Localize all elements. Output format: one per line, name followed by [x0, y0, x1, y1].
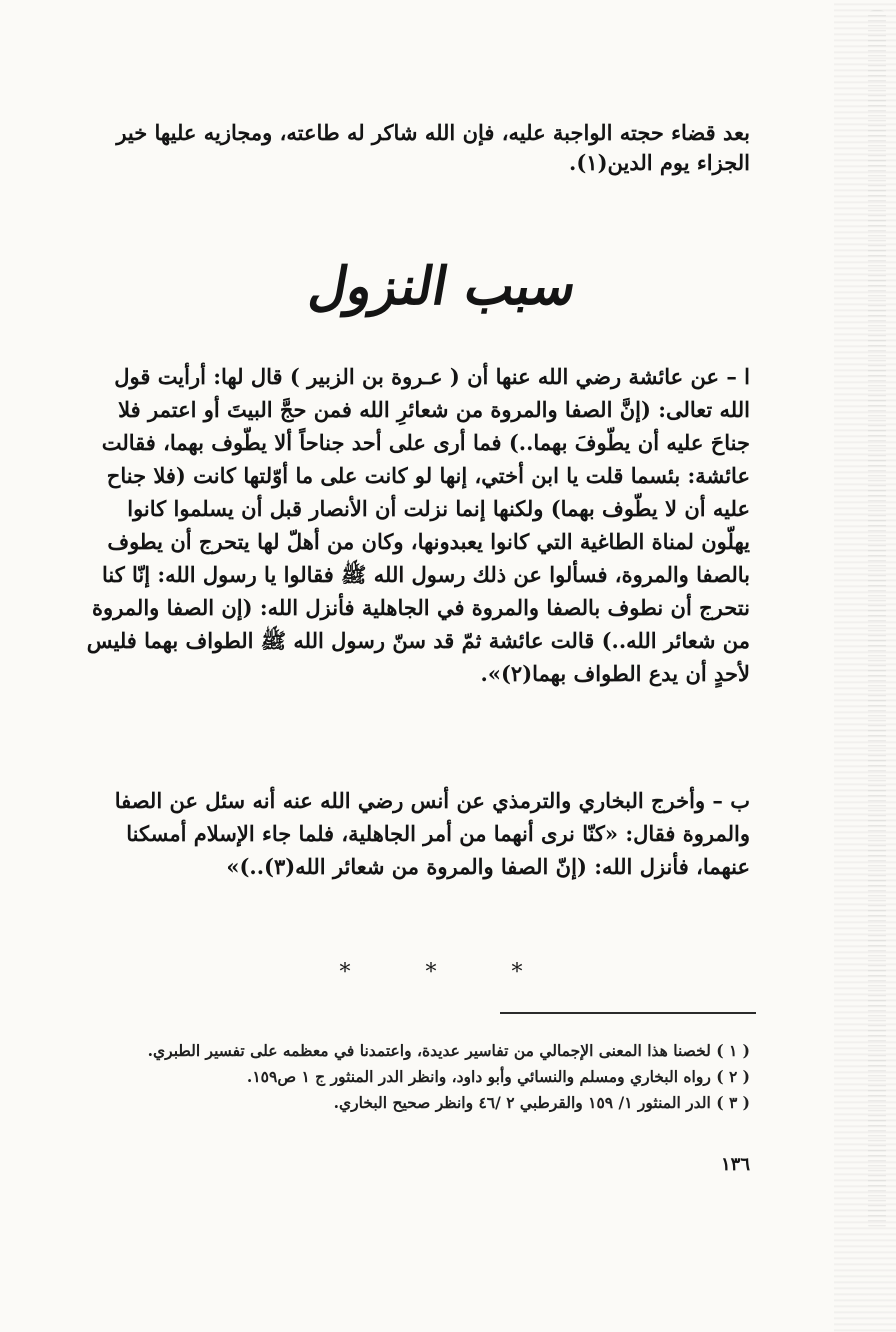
- section-heading-text: سبب النزول: [304, 255, 582, 317]
- section-heading: [0, 246, 896, 326]
- paragraph-b: ب – وأخرج البخاري والترمذي عن أنس رضي الله عنه أنه سئل عن الصفا والمروة فقال: «كنّا نرى أنهما من أمر الجاهلية، فلما جاء الإسلام أمسكنا عنهما، فأنزل الله: (إنّ الصفا والمروة من شعائر الله(٣)..)»: [114, 788, 750, 879]
- scan-edge-artifact: [834, 0, 896, 1332]
- footnote-2: ( ٢ ) رواه البخاري ومسلم والنسائي وأبو داود، وانظر الدر المنثور ج ١ ص١٥٩.: [246, 1067, 750, 1086]
- footnote-rule: [500, 1012, 756, 1014]
- section-separator: * * *: [339, 960, 557, 985]
- footnote-3: ( ٣ ) الدر المنثور ١/ ١٥٩ والقرطبي ٢ /٤٦ وانظر صحيح البخاري.: [333, 1093, 750, 1112]
- footnotes: [110, 1038, 750, 1116]
- paragraph-a: ا – عن عائشة رضي الله عنها أن ( عـروة بن الزبير ) قال لها: أرأيت قول الله تعالى: (إنَّ الصفا والمروة من شعائرِ الله فمن حجَّ البيتَ أو اعتمر فلا جناحَ عليه أن يطّوفَ بهما..) فما أرى على أحد جناحاً ألا يطّوف بهما، فقالت عائشة: بئسما قلت يا ابن أختي، إنها لو كانت على ما أوّلتها كانت (فلا جناح عليه أن لا يطّوف بهما) ولكنها إنما نزلت أن الأنصار قبل أن يسلموا كانوا يهلّون لمناة الطاغية التي كانوا يعبدونها، وكان من أهلّ لها يتحرج أن يطوف بالصفا والمروة، فسألوا عن ذلك رسول الله ﷺ فقالوا يا رسول الله: إنّا كنا نتحرج أن نطوف بالصفا والمروة في الجاهلية فأنزل الله: (إن الصفا والمروة من شعائر الله..) قالت عائشة ثمّ قد سنّ رسول الله ﷺ الطواف بهما فليس لأحدٍ أن يدع الطواف بهما(٢)».: [86, 364, 750, 686]
- top-paragraph: بعد قضاء حجته الواجبة عليه، فإن الله شاكر له طاعته، ومجازيه عليها خير الجزاء يوم الدين(١).: [116, 120, 750, 175]
- page-number: ١٣٦: [720, 1154, 750, 1175]
- footnote-1: ( ١ ) لخصنا هذا المعنى الإجمالي من تفاسير عديدة، واعتمدنا في معظمه على تفسير الطبري.: [147, 1041, 750, 1060]
